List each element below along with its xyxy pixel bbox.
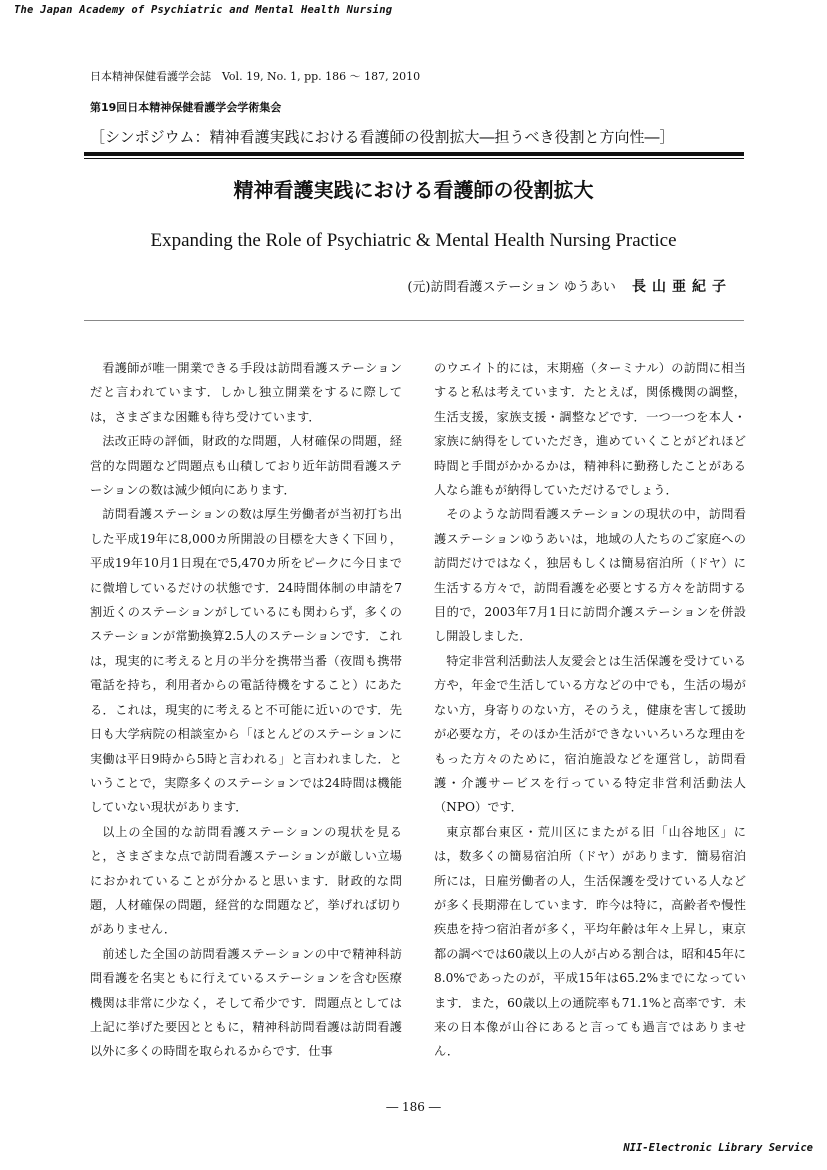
- header-rule-thick: [84, 152, 744, 156]
- header-rule-thin: [84, 158, 744, 159]
- paragraph: そのような訪問看護ステーションの現状の中，訪問看護ステーションゆうあいは，地域の人たちのご家庭への訪問だけではなく，独居もしくは簡易宿泊所（ドヤ）に生活する方々で，訪問看護を必要とする方々を訪問する目的で，2003年7月1日に訪問介護ステーションを併設し開設しました．: [434, 507, 746, 644]
- paragraph: 法改正時の評価，財政的な問題，人材確保の問題，経営的な問題など問題点も山積しており近年訪問看護ステーションの数は減少傾向にあります．: [90, 434, 402, 498]
- library-banner: NII-Electronic Library Service: [623, 1142, 813, 1154]
- body-column-right: [434, 356, 746, 1064]
- article-title-english: Expanding the Role of Psychiatric & Mental Health Nursing Practice: [150, 230, 677, 251]
- paragraph: 看護師が唯一開業できる手段は訪問看護ステーションだと言われています．しかし独立開業をするに際しては，さまざまな困難も待ち受けています．: [90, 361, 402, 424]
- page-number: ― 186 ―: [386, 1100, 441, 1114]
- author-affiliation: (元)訪問看護ステーション ゆうあい: [407, 280, 616, 295]
- meeting-title: 第19回日本精神保健看護学会学術集会: [90, 101, 282, 114]
- body-column-left: [90, 356, 402, 1064]
- paragraph: 訪問看護ステーションの数は厚生労働者が当初打ち出した平成19年に8,000カ所開設の目標を大きく下回り，平成19年10月1日現在で5,470カ所をピークに今日までに微増しているだけの状態です．24時間体制の申請を7割近くのステーションがしているにも関わらず，多くのステーションが常勤換算2.5人のステーションです．これは，現実的に考えると月の半分を携帯当番（夜間も携帯電話を持ち，利用者からの電話待機をすること）にあたる．これは，現実的に考えると不可能に近いのです．先日も大学病院の相談室から「ほとんどのステーションに実働は平日9時から5時と言われる」と言われました．ということで，実際多くのステーションでは24時間は機能していない現状があります．: [90, 507, 402, 815]
- journal-citation: 日本精神保健看護学会誌 Vol. 19, No. 1, pp. 186 ～ 187, 2010: [90, 70, 421, 83]
- article-title-japanese: 精神看護実践における看護師の役割拡大: [233, 178, 594, 202]
- author-line: [407, 276, 732, 296]
- title-separator: [84, 320, 744, 321]
- source-banner: The Japan Academy of Psychiatric and Mental Health Nursing: [14, 4, 393, 16]
- paragraph: 東京都台東区・荒川区にまたがる旧「山谷地区」には，数多くの簡易宿泊所（ドヤ）があります．簡易宿泊所には，日雇労働者の人，生活保護を受けている人などが多く長期滞在しています．昨今は特に，高齢者や慢性疾患を持つ宿泊者が多く，平均年齢は年々上昇し，東京都の調べでは60歳以上の人が占める割合は，昭和45年に8.0%であったのが，平成15年は65.2%までになっています．また，60歳以上の通院率も71.1%と高率です．未来の日本像が山谷にあると言っても過言ではありません．: [434, 824, 746, 1059]
- symposium-title: ［シンポジウム：精神看護実践における看護師の役割拡大―担うべき役割と方向性―］: [90, 128, 675, 146]
- paragraph: 特定非営利活動法人友愛会とは生活保護を受けている方や，年金で生活している方などの中でも，生活の場がない方，身寄りのない方，そのうえ，健康を害して援助が必要な方，そのほか生活ができないいろいろな理由をもった方々のために，宿泊施設などを運営し，訪問看護・介護サービスを行っている特定非営利活動法人（NPO）です．: [434, 653, 746, 815]
- paragraph: 以上の全国的な訪問看護ステーションの現状を見ると，さまざまな点で訪問看護ステーションが厳しい立場におかれていることが分かると思います．財政的な問題，人材確保の問題，経営的な問題など，挙げれば切りがありません．: [90, 824, 402, 937]
- author-name: 長山亜紀子: [632, 279, 732, 295]
- paragraph: 前述した全国の訪問看護ステーションの中で精神科訪問看護を名実ともに行えているステーションを含む医療機関は非常に少なく，そして希少です．問題点としては上記に挙げた要因とともに，精神科訪問看護は訪問看護以外に多くの時間を取られるからです．仕事: [90, 946, 402, 1059]
- paragraph-continued: のウエイト的には，末期癌（ターミナル）の訪問に相当すると私は考えています．たとえば，関係機関の調整，生活支援，家族支援・調整などです．一つ一つを本人・家族に納得をしていただき，進めていくことがどれほど時間と手間がかかるかは，精神科に勤務したことがある人なら誰もが納得していただけるでしょう．: [434, 361, 746, 498]
